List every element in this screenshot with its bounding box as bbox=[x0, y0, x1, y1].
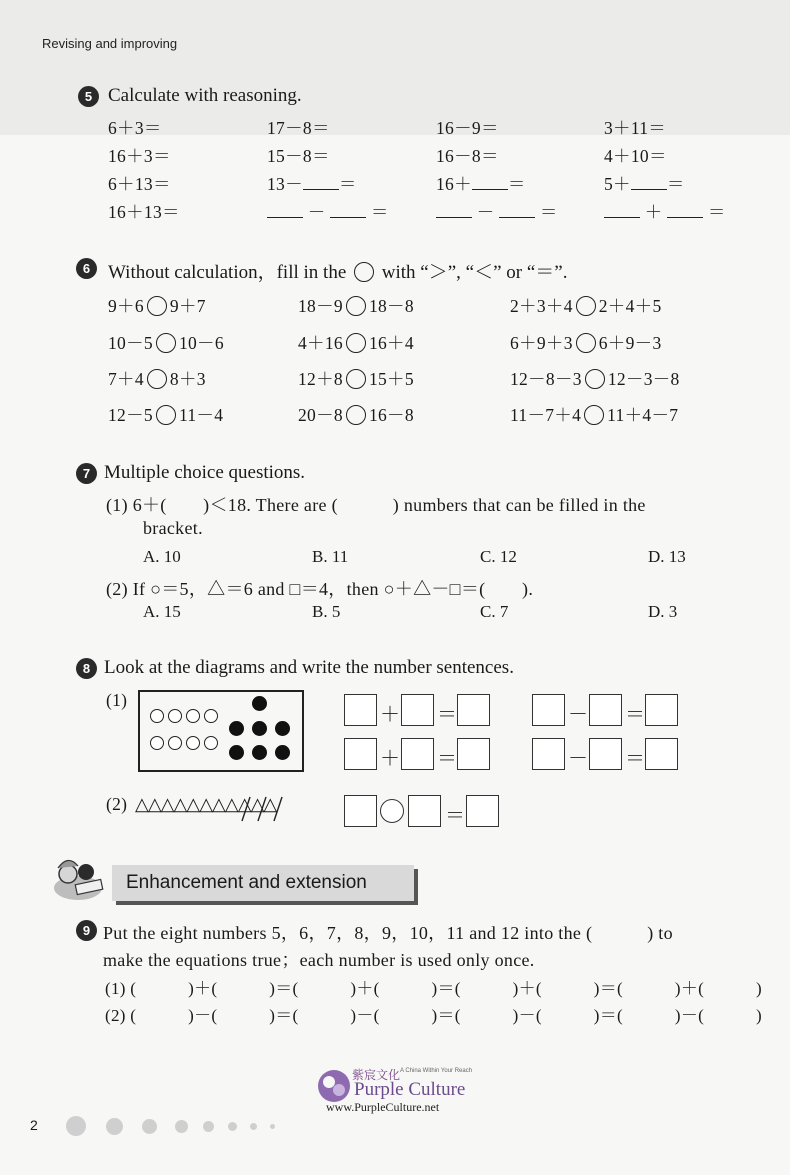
page-number: 2 bbox=[30, 1117, 38, 1133]
q6-compare: 20－8 16－8 bbox=[298, 405, 414, 425]
equals-sign: ＝ bbox=[625, 748, 645, 770]
triangles-row: △△△△△△△△△△△ bbox=[135, 794, 277, 814]
compare-circle[interactable] bbox=[346, 405, 366, 425]
equals-sign: ＝ bbox=[445, 805, 465, 827]
equals-sign: ＝ bbox=[437, 748, 457, 770]
watermark-name: Purple Culture bbox=[354, 1079, 466, 1100]
hollow-dot bbox=[168, 709, 182, 723]
q5-cell: 16－8＝ bbox=[436, 146, 499, 166]
answer-box[interactable] bbox=[589, 738, 622, 770]
answer-box[interactable] bbox=[408, 795, 441, 827]
answer-blank[interactable] bbox=[631, 173, 667, 190]
hollow-dot bbox=[186, 709, 200, 723]
section-banner: Enhancement and extension bbox=[112, 865, 414, 901]
compare-circle[interactable] bbox=[156, 405, 176, 425]
answer-box[interactable] bbox=[401, 694, 434, 726]
q5-cell: 16＋3＝ bbox=[108, 146, 171, 166]
q9-equation-1: (1) ( )＋( )＝( )＋( )＝( )＋( )＝( )＋( ) bbox=[105, 979, 762, 998]
filled-dot bbox=[252, 745, 267, 760]
decorative-dot bbox=[142, 1119, 157, 1134]
watermark-url: www.PurpleCulture.net bbox=[326, 1100, 440, 1114]
q9-line1: Put the eight numbers 5，6，7，8，9，10，11 and 12 into the ( ) to bbox=[103, 923, 673, 943]
q6-compare: 18－9 18－8 bbox=[298, 296, 414, 316]
answer-blank[interactable] bbox=[267, 201, 303, 218]
answer-box[interactable] bbox=[645, 738, 678, 770]
answer-box[interactable] bbox=[401, 738, 434, 770]
q5-cell-partial: 16＋ ＝ bbox=[436, 174, 526, 194]
answer-blank[interactable] bbox=[436, 201, 472, 218]
hollow-dot bbox=[204, 709, 218, 723]
compare-circle[interactable] bbox=[346, 296, 366, 316]
cross-out-marks bbox=[238, 795, 302, 823]
q5-blank-equation: － ＝ bbox=[267, 199, 389, 224]
kids-reading-icon bbox=[48, 852, 112, 904]
watermark-tagline: A China Within Your Reach bbox=[400, 1068, 473, 1074]
question-number-9: 9 bbox=[76, 920, 97, 941]
q5-title: Calculate with reasoning. bbox=[108, 85, 302, 106]
q6-compare: 6＋9＋3 6＋9－3 bbox=[510, 333, 662, 353]
compare-circle[interactable] bbox=[576, 296, 596, 316]
q5-cell: 15－8＝ bbox=[267, 146, 330, 166]
q6-compare: 12－8－3 12－3－8 bbox=[510, 369, 680, 389]
answer-box[interactable] bbox=[344, 795, 377, 827]
question-number-5: 5 bbox=[78, 86, 99, 107]
operator-circle[interactable] bbox=[380, 799, 404, 823]
option-c[interactable]: C. 7 bbox=[480, 602, 509, 621]
answer-box[interactable] bbox=[457, 694, 490, 726]
answer-box[interactable] bbox=[645, 694, 678, 726]
q6-compare: 12＋8 15＋5 bbox=[298, 369, 414, 389]
answer-box[interactable] bbox=[532, 694, 565, 726]
option-b[interactable]: B. 5 bbox=[312, 602, 341, 621]
q6-compare: 7＋4 8＋3 bbox=[108, 369, 206, 389]
answer-box[interactable] bbox=[466, 795, 499, 827]
compare-circle[interactable] bbox=[584, 405, 604, 425]
filled-dot bbox=[275, 745, 290, 760]
running-head: Revising and improving bbox=[42, 36, 178, 51]
q5-blank-equation: ＋ ＝ bbox=[604, 199, 726, 224]
q8-label-1: (1) bbox=[106, 690, 128, 710]
q5-cell: 4＋10＝ bbox=[604, 146, 667, 166]
watermark-chinese-text: 紫宸文化 bbox=[352, 1068, 401, 1082]
decorative-dot bbox=[250, 1123, 257, 1130]
q5-blank-equation: － ＝ bbox=[436, 199, 558, 224]
answer-blank[interactable] bbox=[330, 201, 366, 218]
filled-dot bbox=[275, 721, 290, 736]
decorative-dot bbox=[175, 1120, 188, 1133]
filled-dot bbox=[229, 745, 244, 760]
q5-cell: 16＋13＝ bbox=[108, 202, 180, 222]
answer-blank[interactable] bbox=[604, 201, 640, 218]
circle-icon bbox=[354, 262, 374, 282]
answer-box[interactable] bbox=[589, 694, 622, 726]
q7-part2: (2) If ○＝5，△＝6 and □＝4，then ○＋△－□＝( ). bbox=[106, 579, 534, 599]
minus-sign: － bbox=[568, 704, 588, 726]
hollow-dot bbox=[186, 736, 200, 750]
question-number-6: 6 bbox=[76, 258, 97, 279]
q5-cell: 6＋3＝ bbox=[108, 118, 162, 138]
hollow-dot bbox=[168, 736, 182, 750]
answer-blank[interactable] bbox=[472, 173, 508, 190]
compare-circle[interactable] bbox=[585, 369, 605, 389]
option-d[interactable]: D. 13 bbox=[648, 547, 686, 566]
compare-circle[interactable] bbox=[346, 333, 366, 353]
q5-cell-partial: 13－ ＝ bbox=[267, 174, 357, 194]
compare-circle[interactable] bbox=[147, 296, 167, 316]
decorative-dot bbox=[66, 1116, 86, 1136]
compare-circle[interactable] bbox=[346, 369, 366, 389]
compare-circle[interactable] bbox=[156, 333, 176, 353]
minus-sign: － bbox=[568, 748, 588, 770]
filled-dot bbox=[252, 696, 267, 711]
purple-culture-logo-icon bbox=[316, 1068, 352, 1104]
q7-part1: (1) 6＋( )＜18. There are ( ) numbers that can be filled in the bbox=[106, 495, 646, 515]
dots-diagram bbox=[138, 690, 304, 772]
hollow-dot bbox=[150, 709, 164, 723]
q6-compare: 10－5 10－6 bbox=[108, 333, 224, 353]
q6-compare: 2＋3＋4 2＋4＋5 bbox=[510, 296, 662, 316]
answer-box[interactable] bbox=[532, 738, 565, 770]
q9-equation-2: (2) ( )－( )＝( )－( )＝( )－( )＝( )－( ) bbox=[105, 1006, 762, 1025]
plus-sign: ＋ bbox=[380, 704, 400, 726]
q8-label-2: (2) bbox=[106, 794, 128, 814]
answer-box[interactable] bbox=[457, 738, 490, 770]
answer-box[interactable] bbox=[344, 738, 377, 770]
decorative-dot bbox=[106, 1118, 123, 1135]
q5-cell: 16－9＝ bbox=[436, 118, 499, 138]
hollow-dot bbox=[204, 736, 218, 750]
option-a[interactable]: A. 10 bbox=[143, 547, 181, 566]
answer-blank[interactable] bbox=[303, 173, 339, 190]
q5-cell: 17－8＝ bbox=[267, 118, 330, 138]
decorative-dot bbox=[203, 1121, 214, 1132]
question-number-7: 7 bbox=[76, 463, 97, 484]
q5-cell: 3＋11＝ bbox=[604, 118, 667, 138]
q6-compare: 12－5 11－4 bbox=[108, 405, 224, 425]
question-number-8: 8 bbox=[76, 658, 97, 679]
answer-box[interactable] bbox=[344, 694, 377, 726]
q5-cell-partial: 5＋ ＝ bbox=[604, 174, 685, 194]
q7-part1-cont: bracket. bbox=[143, 518, 203, 538]
filled-dot bbox=[252, 721, 267, 736]
option-b[interactable]: B. 11 bbox=[312, 547, 349, 566]
plus-sign: ＋ bbox=[380, 748, 400, 770]
hollow-dot bbox=[150, 736, 164, 750]
option-a[interactable]: A. 15 bbox=[143, 602, 181, 621]
q6-title: Without calculation，fill in the with “＞”, “＜” or “＝”. bbox=[108, 262, 568, 283]
compare-circle[interactable] bbox=[576, 333, 596, 353]
equals-sign: ＝ bbox=[625, 704, 645, 726]
q6-compare: 4＋16 16＋4 bbox=[298, 333, 414, 353]
q6-compare: 9＋6 9＋7 bbox=[108, 296, 206, 316]
answer-blank[interactable] bbox=[667, 201, 703, 218]
option-d[interactable]: D. 3 bbox=[648, 602, 678, 621]
q9-line2: make the equations true；each number is used only once. bbox=[103, 950, 535, 970]
decorative-dot bbox=[270, 1124, 275, 1129]
q8-title: Look at the diagrams and write the number sentences. bbox=[104, 657, 514, 678]
compare-circle[interactable] bbox=[147, 369, 167, 389]
q7-title: Multiple choice questions. bbox=[104, 462, 306, 483]
equals-sign: ＝ bbox=[437, 704, 457, 726]
q5-cell: 6＋13＝ bbox=[108, 174, 171, 194]
option-c[interactable]: C. 12 bbox=[480, 547, 517, 566]
q6-compare: 11－7＋4 11＋4－7 bbox=[510, 405, 679, 425]
answer-blank[interactable] bbox=[499, 201, 535, 218]
filled-dot bbox=[229, 721, 244, 736]
decorative-dot bbox=[228, 1122, 237, 1131]
